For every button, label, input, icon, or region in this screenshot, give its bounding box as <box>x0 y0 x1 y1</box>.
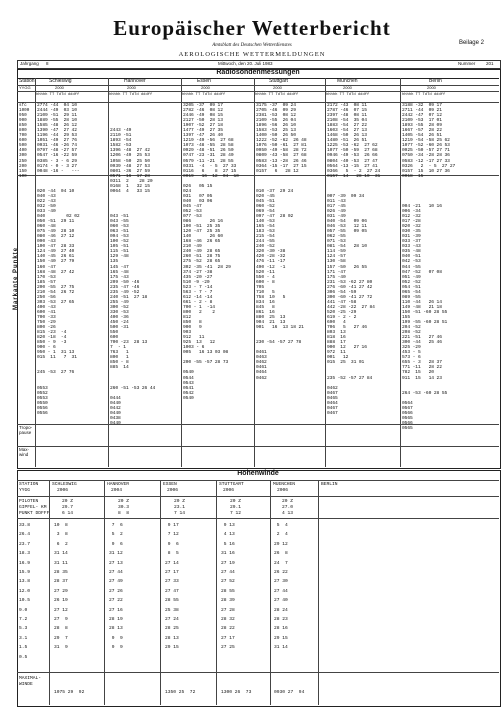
markante-punkte-label: Markante Punkte <box>13 246 19 310</box>
level-label: sfc <box>19 103 27 108</box>
divider <box>17 496 499 497</box>
level-label: 1000 <box>19 108 30 114</box>
issue-date: Mittwoch, den 20. Juli 1983 <box>218 61 273 66</box>
col-header: hhhhh TT TdTd dddff <box>402 93 446 97</box>
hw-yygg: 2004 <box>111 488 123 493</box>
radiosonden-title: Radiosondenmessungen <box>17 69 499 79</box>
hw-maxwind: 1075 29 92 <box>54 690 85 695</box>
station-name: München <box>337 78 358 84</box>
col-header: hhhhh TT TdTd dddff <box>182 93 226 97</box>
subtitle-aerologische: AEROLOGISCHE WETTERMELDUNGEN <box>178 51 326 58</box>
hw-station-name: MUENCHEN <box>273 482 296 487</box>
divider <box>108 78 109 467</box>
hw-yygg: 2006 <box>223 488 235 493</box>
hw-wind-column: 9 17 7 12 9 6 8 5 27 14 27 17 27 33 27 47 28 55 25 38 27 24 28 25 28 13 29 15 <box>165 523 179 651</box>
hw-piloten: 20 Z <box>118 499 130 504</box>
hw-yygg: 2006 <box>277 488 289 493</box>
yygg-value: 2000 <box>127 85 136 90</box>
hw-altitude: 5.3 <box>19 626 28 632</box>
divider <box>325 78 326 467</box>
hw-piloten: 20 Z <box>230 499 242 504</box>
divider <box>254 78 255 467</box>
yygg-value: 2000 <box>201 85 210 90</box>
divider <box>17 518 499 519</box>
hw-punkt: 7 14 <box>174 511 186 516</box>
level-label: 200 <box>19 163 27 169</box>
level-label: 150 <box>19 168 27 174</box>
hw-maxwind: 0930 27 94 <box>274 690 305 695</box>
hw-gipfel: 29.7 <box>62 505 74 510</box>
hw-station-name: STUTTGART <box>219 482 244 487</box>
hw-station-name: SCHLESWIG <box>52 482 77 487</box>
hw-punkt: 4 13 <box>282 511 294 516</box>
hw-altitude: 7.2 <box>19 617 28 623</box>
tropopause-label: Tropo- pause <box>19 425 33 435</box>
hw-piloten: 20 Z <box>62 499 74 504</box>
hw-altitude: 26.4 <box>19 532 31 538</box>
station-data-column: 2172 -43 08 11 2787 -46 07 15 2397 -48 08 11 2108 -54 35 04 1883 -54 27 22 1603 -54 27 13 1468 -50 26 13 1480 -51 26 51 1225 -53 -62 27 62 1077 -50 -59 27 68 0946 -49 -53 26 66 0804 -40 -53 27 47 0564 -13 -15 27 41 0366 5 - 2 27 24 0157 14 28 10 31 007 -39 09 34 011 -43 017 -45 026 -49 031 -49 040 -54 09 06 046 -53 12 11 057 -55 09 05 062 -55 071 -53 081 -54 28 10 114 -59 124 -57 130 -58 157 -50 26 55 171 -47 175 -40 231 -53 -62 27 80 276 -60 -41 27 42 306 -54 -59 300 -60 -41 27 72 441 -47 -58 442 -28 -22 27 84 520 -25 -29 619 - 2 - 2 690 4 706 5 27 46 803 13 818 16 888 17 900 12 27 16 972 11 001 12 015 25 31 01 235 -52 -57 27 84 0462 0467 0465 0464 0467 0467 <box>327 103 381 416</box>
page-title: Europäischer Wetterbericht <box>113 16 391 40</box>
jahrgang-value: 8 <box>46 61 49 66</box>
yygg-value: 2000 <box>343 85 352 90</box>
maximalwinde-label: WINDE <box>19 682 33 687</box>
divider <box>35 78 36 467</box>
yygg-value: 2000 <box>55 85 64 90</box>
hoehenwinde-title: Höhenwinde <box>237 470 279 477</box>
station-name: Schleswig <box>49 78 72 84</box>
station-name: Stuttgart <box>269 78 288 84</box>
level-label: 400 <box>19 148 27 154</box>
col-header: hhhhh TT TdTd dddff <box>109 93 153 97</box>
maxwind-label: Max- wind <box>19 447 29 457</box>
hw-altitude: 10.5 <box>19 598 31 604</box>
hw-piloten: 20 Z <box>174 499 186 504</box>
hw-punkt: 6 14 <box>62 511 74 516</box>
hw-yygg-label: YYGG <box>19 488 31 493</box>
hw-label: GIPFEL- KM <box>19 505 47 510</box>
level-label: 500 <box>19 143 27 149</box>
level-label: 900 <box>19 118 27 124</box>
hw-altitude: 3.1 <box>19 635 28 641</box>
hw-gipfel: 29.1 <box>230 505 242 510</box>
hw-wind-column: 10 8 3 8 6 2 31 14 31 11 28 35 28 37 27 29 26 19 27 12 27 9 28 8 29 7 31 9 <box>54 523 68 651</box>
hw-altitude: 16.9 <box>19 560 31 566</box>
subtitle: Amtsblatt des Deutschen Wetterdienstes <box>212 43 292 48</box>
hw-wind-column: 9 13 4 13 5 16 31 16 27 19 27 44 27 52 28 55 28 39 27 28 28 32 28 22 27 17 27 25 <box>221 523 235 651</box>
hw-altitude: 0.5 <box>19 654 28 660</box>
divider <box>17 480 499 481</box>
level-label: 700 <box>19 133 27 139</box>
hw-altitude: 33.8 <box>19 523 31 528</box>
hw-altitude: 9.0 <box>19 607 28 613</box>
hw-station-header <box>19 482 497 494</box>
hw-maxwind: 1300 26 73 <box>221 690 252 695</box>
beilage-label: Beilage 2 <box>458 40 484 46</box>
hw-station-name: BERLIN <box>321 482 338 487</box>
col-header: hhhhh TT TdTd dddff <box>36 93 80 97</box>
yygg-value: 2000 <box>273 85 282 90</box>
hw-gipfel: 23.1 <box>174 505 186 510</box>
station-data-column: 3205 -37 09 17 2782 -46 08 12 2446 -49 08 15 2127 -50 28 13 1907 -52 27 18 1477 -49 27 35 1397 -47 26 40 1219 -49 -56 27 68 1073 -48 -55 28 58 0929 -48 -51 26 50 0747 -23 -31 28 40 0579 -11 -21 28 55 0331 -4 - 5 27 33 0116 6 8 27 15 0019 16 12 04 10 026 05 15 024 031 07 05 040 03 06 045 -47 052 -53 077 -53 086 26 16 100 -51 25 35 120 -47 25 35 140 26 60 168 -46 26 65 210 -49 240 -49 28 65 260 -51 28 75 275 -52 28 65 302 -35 -41 28 29 374 -27 -38 435 -20 -27 510 -9 -20 523 - 7 -14 563 - 7 - 7 612 -14 -14 661 - 2 - 8 700 - 1 -14 800 2 2 812 850 8 900 9 903 912 11 925 13 12 1003 - 6 005 16 13 03 08 200 -55 -57 28 73 0540 0544 0543 0541 0542 0540 <box>183 103 239 401</box>
level-label: 850 <box>19 123 27 129</box>
hw-altitude: 18.3 <box>19 551 31 557</box>
yygg-value: 2000 <box>427 85 436 90</box>
level-label: 100 <box>19 173 27 179</box>
level-label: 300 <box>19 153 27 159</box>
station-data-column: 3175 -37 09 24 2705 -46 09 29 2381 -53 08 12 2109 -55 26 04 1896 -56 26 10 1583 -53 25 13 1400 -50 26 50 1222 -52 -62 26 48 1076 -50 -61 27 81 0950 -49 -58 28 72 0809 -43 -58 27 68 0583 -13 -28 26 46 0364 -15 -17 27 15 0157 6 28 12 010 -37 29 24 020 -45 045 -51 060 -52 069 -54 097 -47 28 02 140 -53 165 -54 183 -53 215 -54 244 -55 240 -52 320 -30 -38 420 -28 -32 476 -11 -17 490 -12 -1 520 -11 550 - 4 600 - 8 705 710 5 758 10 5 834 16 845 8 861 16 880 25 13 904 21 13 901 16 13 18 21 230 -54 -57 27 78 0461 0463 0462 0461 0464 0462 <box>256 103 307 381</box>
level-labels <box>19 103 29 179</box>
hw-yygg: 2006 <box>167 488 179 493</box>
maximalwinde-label: MAXIMAL- <box>19 676 42 681</box>
hw-label: PUNKT DDFFF <box>19 511 50 516</box>
hw-maxwind: 1350 25 72 <box>165 690 196 695</box>
hw-altitude: 15.9 <box>19 570 31 576</box>
jahrgang-label: Jahrgang <box>20 61 39 66</box>
hw-altitude: 13.8 <box>19 579 31 585</box>
hw-altitude: 23.7 <box>19 541 31 547</box>
station-data-column: 3188 -32 09 17 2711 -44 09 21 2442 -47 07 12 2109 -53 17 01 1893 -55 28 09 1667 -57 28 22 1405 -54 26 51 1219 -54 -58 25 62 1077 -52 -60 26 53 0925 -50 -57 27 71 0750 -34 -28 28 36 0583 -12 -17 27 33 0326 2 - 5 27 27 0157 15 10 27 36 0018 15 004 -21 10 16 006 -34 012 -32 017 -28 020 -32 030 -35 031 -39 033 -37 033 -43 035 -48 040 -51 042 -53 044 -55 047 -52 07 08 051 -49 052 -52 054 -51 065 -54 089 -55 110 -44 26 14 149 -48 21 18 150 -51 -60 28 55 155 199 -55 -60 28 51 204 -52 208 -52 221 -51 27 46 300 -44 25 46 325 -29 453 - 5 573 - 6 655 - 3 28 37 771 -11 28 22 782 15 20 911 15 14 23 264 -53 -60 28 55 0564 0567 0566 0565 0566 0565 <box>402 103 456 431</box>
divider <box>400 78 401 467</box>
hw-gipfel: 30.3 <box>118 505 130 510</box>
station-name: Berlin <box>429 78 442 84</box>
hw-yygg: 2006 <box>57 488 69 493</box>
hw-altitude: 12.0 <box>19 588 31 594</box>
station-name: Hannover <box>124 78 146 84</box>
level-label: 600 <box>19 138 27 144</box>
hw-altitude-labels <box>19 521 30 662</box>
divider <box>181 78 182 467</box>
hw-station-name: HANNOVER <box>107 482 130 487</box>
info-bar <box>17 60 501 69</box>
station-label: Station <box>19 78 35 84</box>
station-data-column: 2443 -49 2110 -51 1893 -54 1582 -53 1396 -48 27 42 1206 -49 25 53 1058 -50 25 50 0939 -48 27 53 0801 -36 27 59 0571 -16 17 28 0311 2 28 20 0168 1 32 15 0064 4 33 15 043 -51 043 -55 060 -53 063 -51 094 -53 100 -52 105 -51 115 -51 129 -48 135 145 -47 165 -48 175 -43 209 -50 -46 235 -47 -46 235 -49 -52 240 -51 27 18 255 -49 300 -52 330 -53 400 -36 450 -24 500 -31 550 600 700 -23 28 13 7 - 1 763 1 800 1 850 - 8 885 14 260 -51 -53 26 44 0444 0440 0442 0440 0438 0440 <box>110 128 156 426</box>
hw-piloten: 20 Z <box>282 499 294 504</box>
col-header: hhhhh TT TdTd dddff <box>326 93 370 97</box>
level-label: 950 <box>19 113 27 119</box>
nummer-label: Nummer <box>458 61 476 66</box>
col-header: hhhhh TT TdTd dddff <box>255 93 299 97</box>
nummer-value: 201 <box>486 61 494 66</box>
divider <box>17 672 499 673</box>
hw-label: PILOTEN <box>19 499 39 504</box>
level-label: 800 <box>19 128 27 134</box>
hw-altitude: 1.5 <box>19 645 28 651</box>
station-data-column: 2774 -44 04 10 2444 -49 03 10 2109 -51 29 11 1889 -55 28 10 1585 -48 26 12 1390 -47 27 42 1196 -44 29 53 1051 -49 27 76 0931 -46 -26 74 0797 -48 -27 57 0547 -16 -22 59 0385 - 3 - 6 29 0174 - 0 - 3 27 0048 -16 - --- 020 -44 04 10 040 -43 022 -43 032 -50 033 -40 040 02 02 050 -51 29 11 060 -48 075 -49 28 10 080 -46 27 12 090 -43 100 -47 28 33 124 -49 27 40 140 -45 26 61 150 -40 27 79 160 -47 168 -48 27 42 170 -53 185 -57 200 -55 27 75 210 -54 26 72 250 -56 303 -53 27 65 400 -43 600 -41 700 -33 750 -29 800 -26 815 -23 -4 820 -18 -4 850 - 9 -3 900 - 6 950 - 1 31 13 015 11 7 31 245 -53 27 76 0553 0552 0553 0550 0556 0556 <box>37 103 80 416</box>
hw-wind-column: 7 6 5 2 9 6 31 12 27 13 27 44 27 49 27 26 27 22 27 16 28 19 28 13 9 9 9 9 <box>109 523 123 651</box>
level-label: 250 <box>19 158 27 164</box>
yygg-label: YYGG <box>19 85 31 90</box>
hw-gipfel: 27.0 <box>282 505 294 510</box>
hw-punkt: 8 8 <box>118 511 130 516</box>
column-subheader-row <box>17 91 499 103</box>
station-name: Essen <box>197 78 211 84</box>
hw-punkt: 7 12 <box>230 511 242 516</box>
hw-station-name: ESSEN <box>163 482 177 487</box>
hw-wind-column: 5 4 2 4 29 12 26 8 24 7 26 22 27 30 27 44 27 40 28 24 28 23 28 16 29 15 31 14 <box>274 523 288 651</box>
hw-station-label: STATION <box>19 482 39 487</box>
